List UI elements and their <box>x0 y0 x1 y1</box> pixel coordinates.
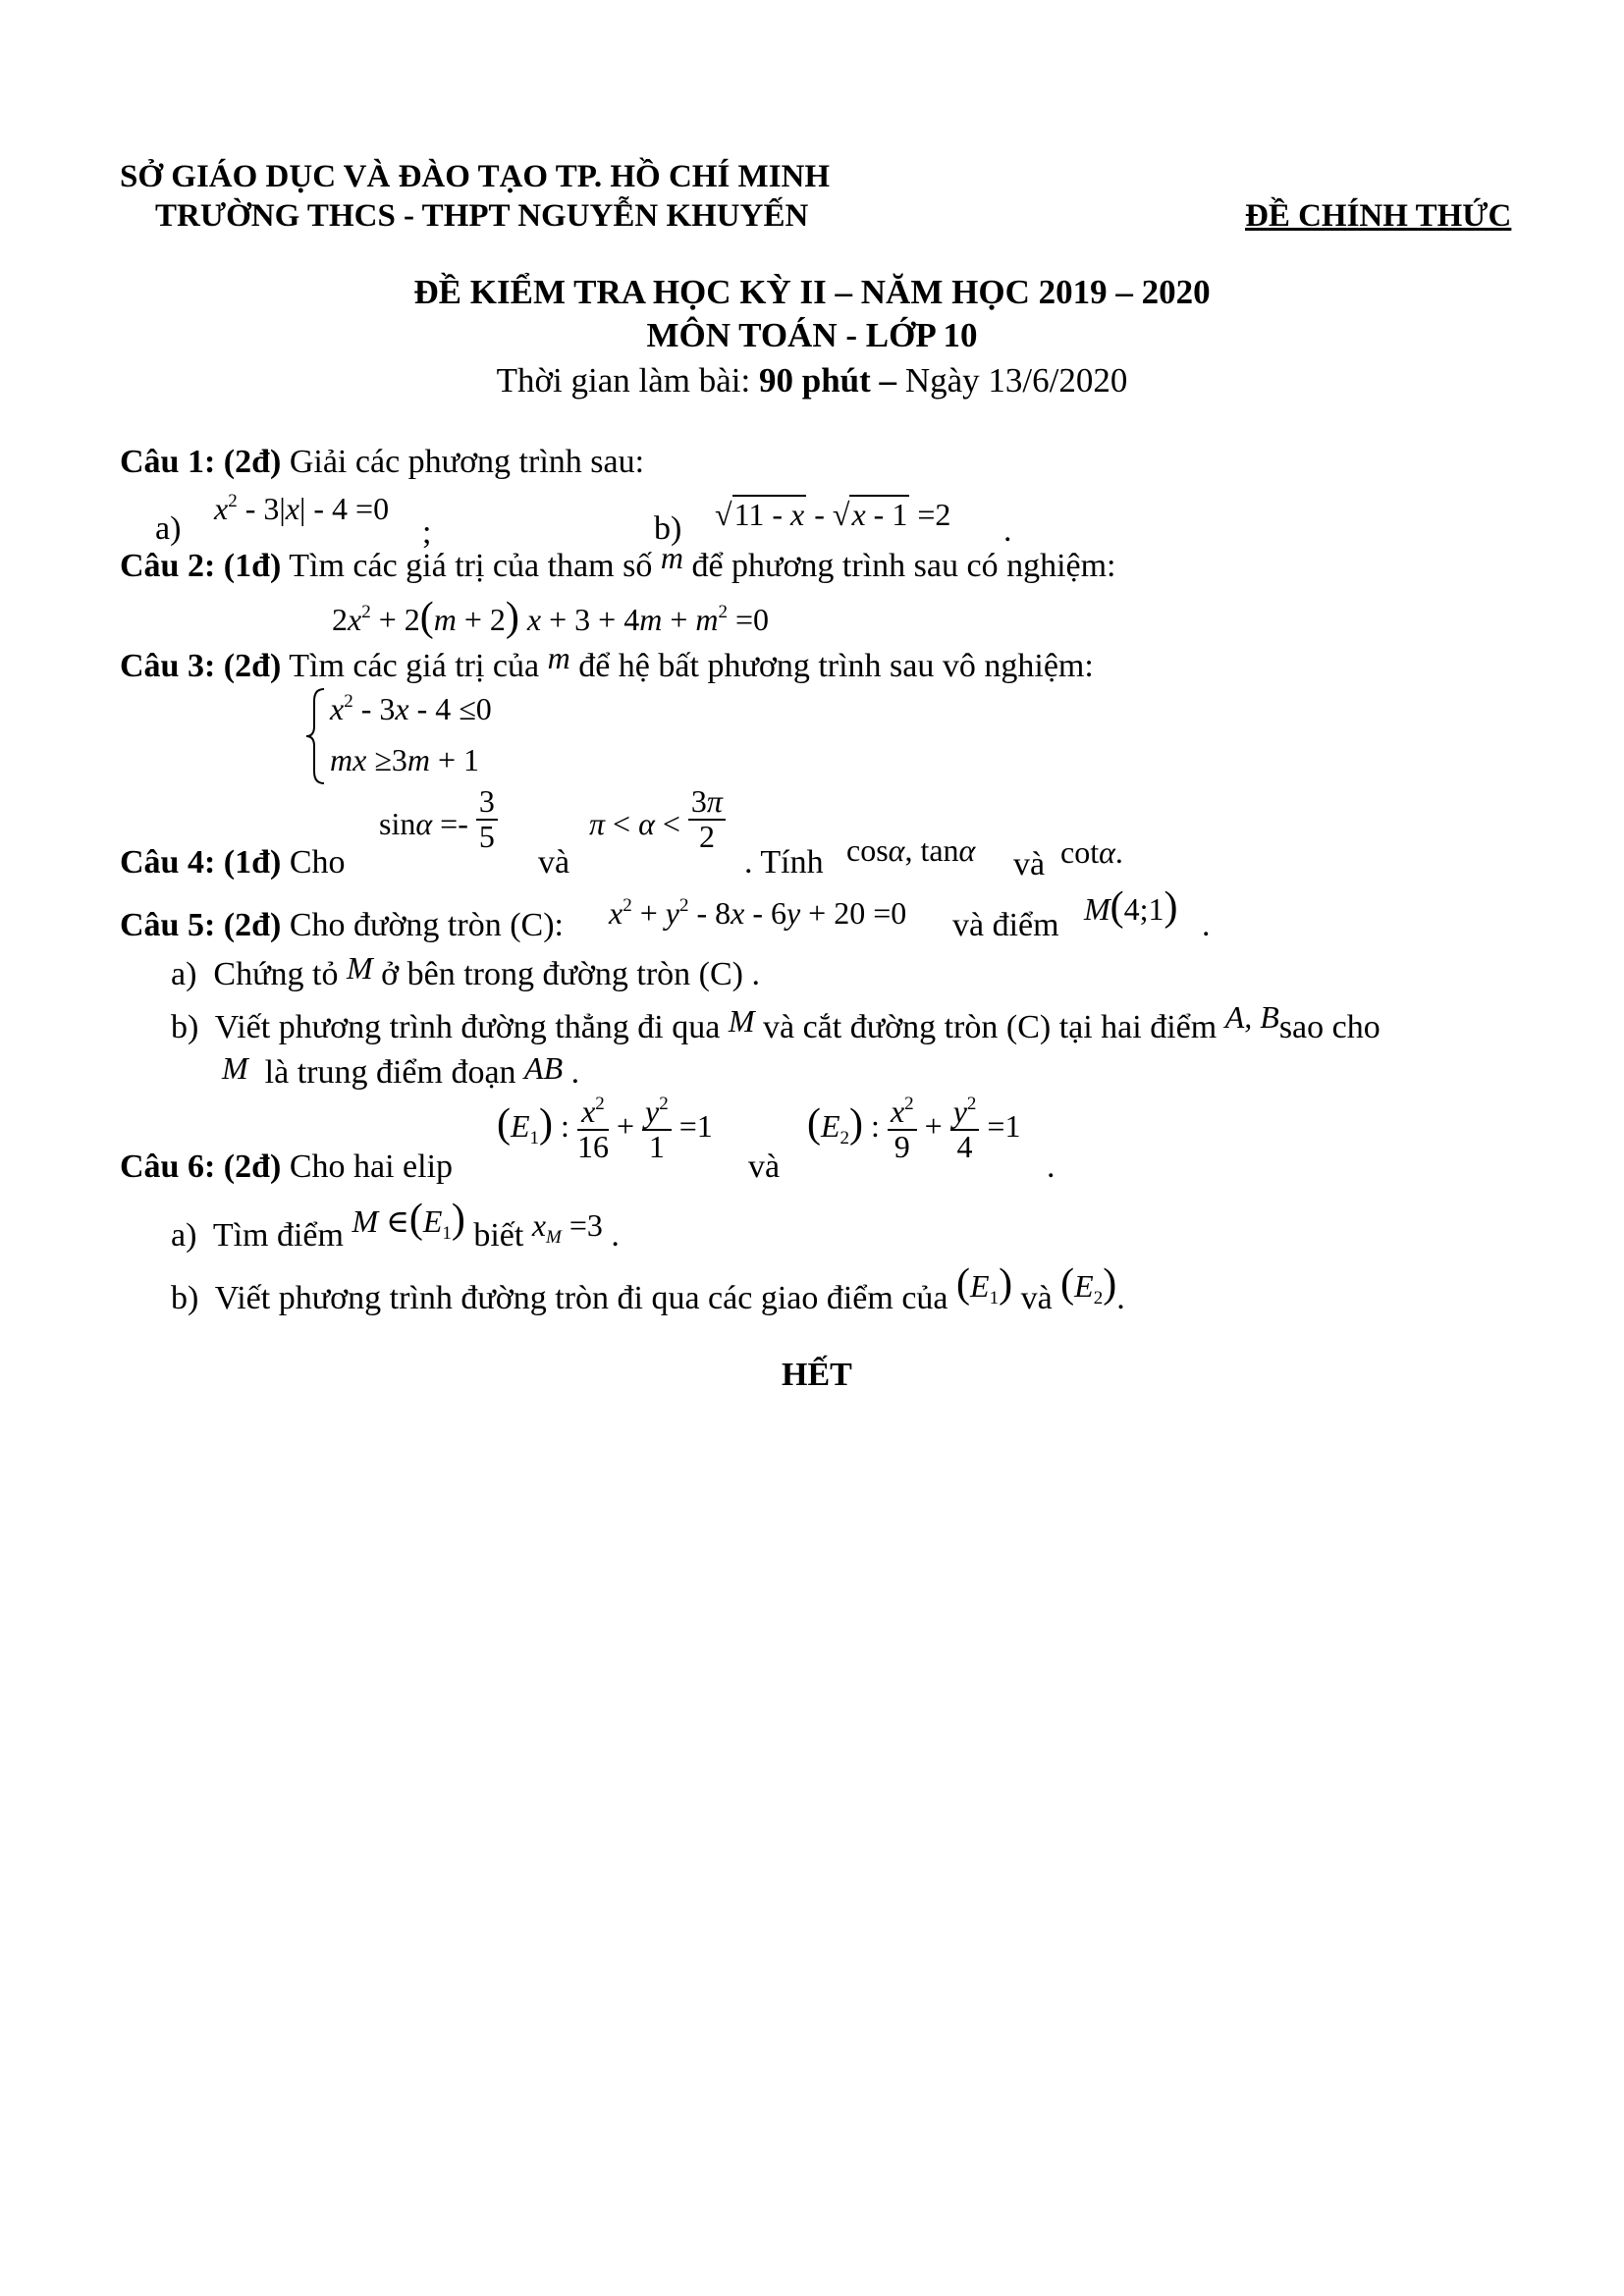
q5b-text-4: là trung điểm đoạn <box>264 1054 516 1091</box>
q4-cho: Cho <box>289 844 346 881</box>
q2-label: Câu 2: (1đ) <box>120 548 282 584</box>
q6-ellipse-2: $(E_2)$ : $\frac{x^2}{9}$ + $\frac{y^2}{4}$ =1 <box>807 1094 1021 1164</box>
end-marker: HẾT <box>782 1357 852 1393</box>
q3-inequality-2: mx ≥3m + 1 <box>330 742 480 777</box>
q5b-text-2: và cắt đường tròn (C) tại hai điểm <box>762 1009 1218 1045</box>
q6a-line: a) Tìm điểm M $\in(E_1)$ biết $x_M =3$ . <box>171 1197 620 1254</box>
q3-text-2: để hệ bất phương trình sau vô nghiệm: <box>578 648 1094 684</box>
q4-tinh: . Tính <box>744 844 824 881</box>
school-name: TRƯỜNG THCS - THPT NGUYỄN KHUYẾN <box>155 198 809 234</box>
q6b-line: b) Viết phương trình đường tròn đi qua các giao điểm của $(E_1)$ và $(E_2)$. <box>171 1261 1125 1316</box>
exam-title: ĐỀ KIỂM TRA HỌC KỲ II – NĂM HỌC 2019 – 2020 <box>413 273 1211 311</box>
exam-date: Ngày 13/6/2020 <box>904 361 1128 400</box>
q6b-label: b) <box>171 1280 199 1316</box>
q4-label: Câu 4: (1đ) <box>120 844 282 881</box>
q1a-label: a) <box>155 510 182 547</box>
q2-text-2: để phương trình sau có nghiệm: <box>691 548 1116 584</box>
question-5 <box>120 907 564 944</box>
q5-period: . <box>1202 907 1211 943</box>
subject-title: MÔN TOÁN - LỚP 10 <box>646 316 978 354</box>
q3-inequality-1: $x^2 - 3x - 4 \le 0$ <box>330 691 492 726</box>
q6-period: . <box>1047 1148 1056 1185</box>
q5-text-2: và điểm <box>952 907 1059 943</box>
q1-label: Câu 1: (2đ) <box>120 444 282 480</box>
q5a-text-2: ở bên trong đường tròn (C) . <box>381 956 760 992</box>
q1b-label: b) <box>654 510 682 547</box>
q5-text-1: Cho đường tròn (C): <box>289 907 564 943</box>
department: SỞ GIÁO DỤC VÀ ĐÀO TẠO TP. HỒ CHÍ MINH <box>120 159 831 194</box>
official-label: ĐỀ CHÍNH THỨC <box>1245 198 1512 234</box>
q5-label: Câu 5: (2đ) <box>120 907 282 943</box>
question-1 <box>120 444 644 481</box>
q6-va: và <box>748 1148 781 1185</box>
q5b-line: b) Viết phương trình đường thẳng đi qua M và cắt đường tròn (C) tại hai điểm A, Bsao cho <box>171 999 1380 1045</box>
time-line <box>0 361 1624 400</box>
q6b-text: Viết phương trình đường tròn đi qua các giao điểm của <box>214 1280 948 1316</box>
q5a-text-1: Chứng tỏ <box>213 956 339 992</box>
q6a-text-1: Tìm điểm <box>212 1217 344 1254</box>
q1b-period: . <box>1003 512 1012 549</box>
q5-point-m: M(4;1) <box>1084 884 1178 930</box>
q4-cot: cotα. <box>1060 834 1123 870</box>
q6-label: Câu 6: (2đ) <box>120 1148 282 1185</box>
q6a-label: a) <box>171 1217 197 1254</box>
question-2: Câu 2: (1đ) Tìm các giá trị của tham số m để phương trình sau có nghiệm: <box>120 540 1116 584</box>
q3-brace <box>304 687 326 794</box>
question-3: Câu 3: (2đ) Tìm các giá trị của m để hệ bất phương trình sau vô nghiệm: <box>120 640 1094 684</box>
question-6 <box>120 1148 453 1186</box>
q1a-equation: $x^2 - 3|x| - 4 =0$ <box>214 491 390 526</box>
q1b-equation: √11 - x - √x - 1 =2 <box>715 497 951 532</box>
q4-va-1: và <box>538 844 570 881</box>
q6-text-1: Cho hai elip <box>289 1148 454 1185</box>
q5b-label: b) <box>171 1009 199 1045</box>
q4-cos-tan: cosα, tanα <box>846 832 976 868</box>
time-label: Thời gian làm bài: <box>496 361 751 400</box>
time-value: 90 phút – <box>759 361 897 400</box>
q4-label-line <box>120 844 346 881</box>
q3-text-1: Tìm các giá trị của <box>289 648 540 684</box>
q5b-line-2: M là trung điểm đoạn AB . <box>222 1050 580 1091</box>
q1-text: Giải các phương trình sau: <box>289 444 645 480</box>
q6a-text-2: biết <box>473 1217 524 1254</box>
q6-ellipse-1: $(E_1)$ : $\frac{x^2}{16}$ + $\frac{y^2}{1}$ =1 <box>497 1094 713 1164</box>
q4-interval: π < α < $\frac{3\pi}{2}$ <box>589 793 726 861</box>
q4-va-2: và <box>1013 846 1046 882</box>
q5a-line: a) Chứng tỏ M ở bên trong đường tròn (C) . <box>171 950 760 992</box>
q1a-semicolon: ; <box>422 514 432 551</box>
q5b-text-3: sao cho <box>1278 1009 1380 1045</box>
q5b-text-1: Viết phương trình đường thẳng đi qua <box>214 1009 721 1045</box>
q3-label: Câu 3: (2đ) <box>120 648 282 684</box>
q5a-label: a) <box>171 956 197 992</box>
q2-text-1: Tìm các giá trị của tham số <box>289 548 653 584</box>
q2-equation: $2x^2 + 2(m + 2) x + 3 + 4m + m^2 =0$ <box>332 595 770 640</box>
q6b-va: và <box>1020 1280 1053 1316</box>
q4-sin: sinα =- $\frac{3}{5}$ <box>379 793 498 861</box>
q5-circle-equation: $x^2 + y^2 - 8x - 6y + 20 =0$ <box>609 895 907 931</box>
